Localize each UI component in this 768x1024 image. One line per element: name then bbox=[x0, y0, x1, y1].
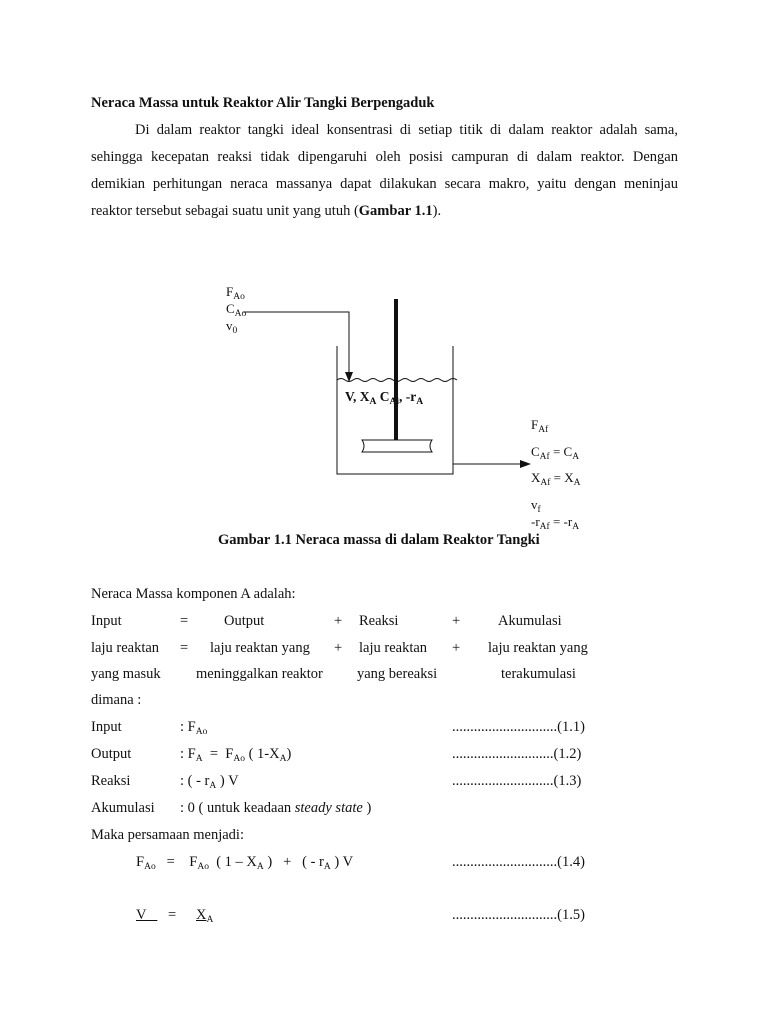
balance-row2-reaksi: laju reaktan bbox=[359, 640, 428, 656]
def-reaksi-value: : ( - $r_A$ ) V bbox=[180, 773, 239, 791]
balance-row2-output: laju reaktan yang bbox=[210, 640, 310, 656]
balance-row1-akumulasi: Akumulasi bbox=[498, 613, 562, 629]
balance-row1-output: Output bbox=[224, 613, 265, 629]
section-heading: Neraca Massa untuk Reaktor Alir Tangki Berpengaduk bbox=[91, 95, 435, 111]
eq-number-1-1: .............................(1.1) bbox=[452, 719, 585, 735]
outlet-rate-label: $-r_{Af} = -r_A$ bbox=[531, 514, 580, 532]
def-output-value: : $F_A = F_{Ao}$ ( $1-X_A$) bbox=[180, 746, 292, 764]
balance-row1-input: Input bbox=[91, 613, 122, 629]
balance-row1-eq: = bbox=[180, 613, 189, 629]
result-intro: Maka persamaan menjadi: bbox=[91, 827, 244, 843]
figure-reference: Gambar 1.1 bbox=[358, 203, 433, 219]
def-reaksi-label: Reaksi bbox=[91, 773, 131, 789]
outlet-volumetric-label: $v_f$ bbox=[531, 497, 541, 515]
stirrer-impeller bbox=[362, 440, 432, 452]
eq-number-1-5: .............................(1.5) bbox=[452, 907, 585, 923]
paragraph-line-2: sehingga kecepatan reaksi tidak dipengaruhi oleh posisi campuran di dalam reaktor. Dengan bbox=[91, 149, 678, 165]
balance-row2-input: laju reaktan bbox=[91, 640, 160, 656]
balance-row2-eq: = bbox=[180, 640, 189, 656]
balance-row3-reaksi: yang bereaksi bbox=[357, 666, 438, 682]
inlet-flow-label: $F_{Ao}$ bbox=[226, 284, 245, 302]
def-akumulasi-value: : 0 ( untuk keadaan steady state ) bbox=[180, 800, 372, 816]
outlet-arrowhead bbox=[520, 460, 531, 468]
def-input-value: : $F_{Ao}$ bbox=[180, 719, 208, 737]
equation-1-4: $F_{Ao}$ = $F_{Ao}$ ( $1 - X_A$ ) + ( - $r_A$ ) V bbox=[136, 854, 354, 872]
balance-row2-plus1: + bbox=[334, 640, 343, 656]
balance-intro: Neraca Massa komponen A adalah: bbox=[91, 586, 296, 602]
balance-row3-output: meninggalkan reaktor bbox=[196, 666, 323, 682]
inlet-line bbox=[243, 312, 349, 380]
balance-row2-plus2: + bbox=[452, 640, 461, 656]
equation-1-5-equals: = bbox=[168, 907, 177, 923]
inlet-concentration-label: $C_{Ao}$ bbox=[226, 301, 247, 319]
balance-row2-akumulasi: laju reaktan yang bbox=[488, 640, 588, 656]
balance-row3-input: yang masuk bbox=[91, 666, 161, 682]
def-akumulasi-label: Akumulasi bbox=[91, 800, 155, 816]
eq-number-1-3: ............................(1.3) bbox=[452, 773, 582, 789]
balance-row1-plus2: + bbox=[452, 613, 461, 629]
eq-number-1-2: ............................(1.2) bbox=[452, 746, 582, 762]
equation-1-5-numerator-x: $X_A$ bbox=[196, 907, 214, 925]
outlet-conversion-label: $X_{Af} = X_A$ bbox=[531, 470, 581, 488]
figure-caption: Gambar 1.1 Neraca massa di dalam Reaktor Tangki bbox=[218, 532, 540, 548]
def-output-label: Output bbox=[91, 746, 132, 762]
balance-row3-akumulasi: terakumulasi bbox=[501, 666, 576, 682]
def-input-label: Input bbox=[91, 719, 122, 735]
balance-row1-reaksi: Reaksi bbox=[359, 613, 399, 629]
paragraph-line-4: reaktor tersebut sebagai suatu unit yang utuh (Gambar 1.1). bbox=[91, 203, 442, 219]
paragraph-line-1: Di dalam reaktor tangki ideal konsentrasi di setiap titik di dalam reaktor adalah sama, bbox=[135, 122, 678, 138]
eq-number-1-4: .............................(1.4) bbox=[452, 854, 585, 870]
outlet-flow-label: $F_{Af}$ bbox=[531, 417, 549, 435]
balance-row1-plus1: + bbox=[334, 613, 343, 629]
inlet-volumetric-label: $v_0$ bbox=[226, 318, 238, 336]
paragraph-line-3: demikian perhitungan neraca massanya dapat dilakukan secara makro, yaitu dengan meninjau bbox=[91, 176, 678, 192]
dimana-label: dimana : bbox=[91, 692, 142, 708]
equation-1-5-numerator-v: V bbox=[136, 907, 147, 923]
outlet-concentration-label: $C_{Af} = C_A$ bbox=[531, 444, 580, 462]
tank-contents-label: V, $X_A$ $C_{Ai}$, $-r_A$ bbox=[345, 389, 424, 407]
